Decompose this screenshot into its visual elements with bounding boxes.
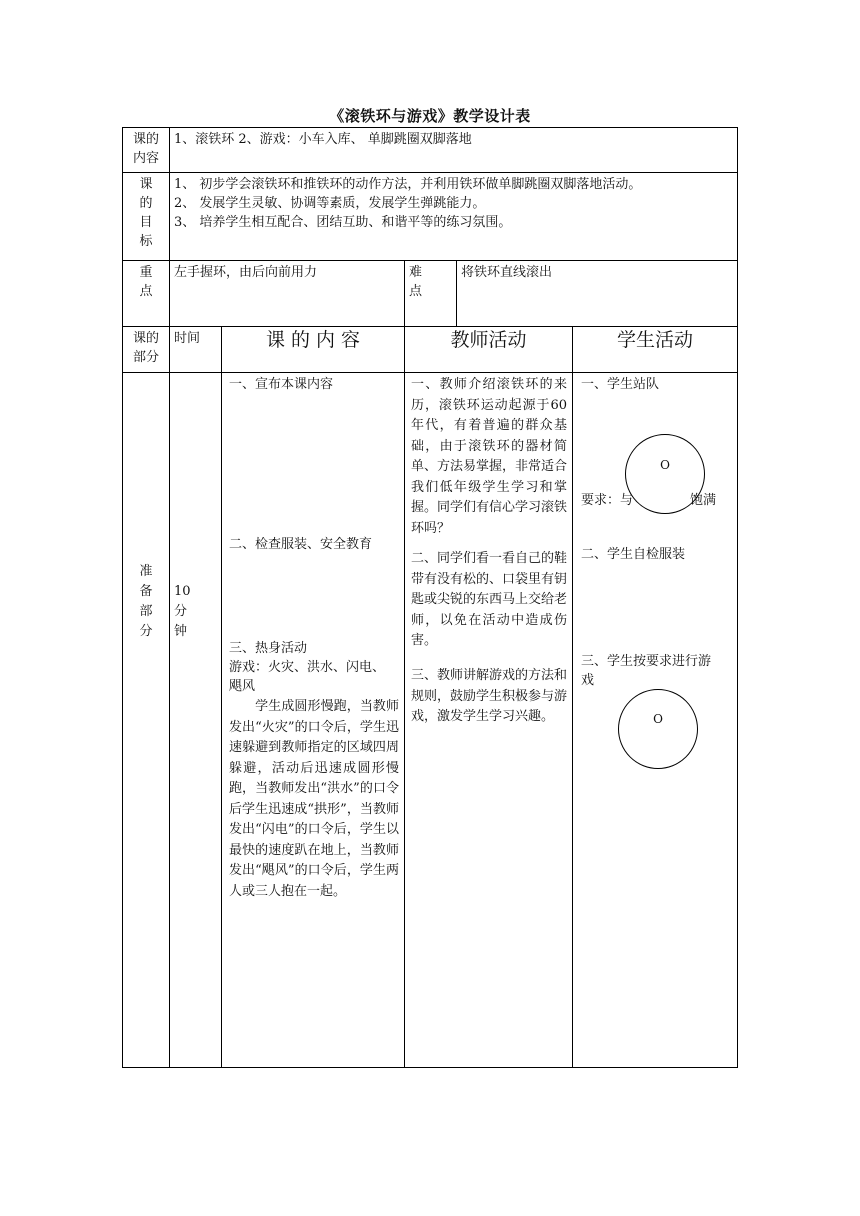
goals-text-cell (169, 172, 738, 261)
header-content-cell: 课 的 内 容 (221, 326, 405, 373)
student-activity-play-game-cont: 戏 (581, 673, 595, 688)
header-part-cell: 课的 部分 (122, 326, 170, 373)
prep-time-cell: 10 分 钟 (169, 372, 222, 1068)
goal-item-3: 3、 培养学生相互配合、团结互助、和谐平等的练习氛围。 (174, 215, 512, 230)
game-circle-diagram (618, 689, 698, 769)
content-item-warmup: 三、热身活动 (229, 641, 308, 656)
student-activity-requirement-right: 饱满 (690, 493, 717, 508)
game-circle-label: O (653, 712, 663, 726)
header-teacher-cell: 教师活动 (404, 326, 573, 373)
header-time-cell: 时间 (169, 326, 222, 373)
teacher-activity-intro: 一、教师介绍滚铁环的来历，滚铁环运动起源于60年代，有着普遍的群众基础，由于滚铁环的器材简单、方法易掌握，非常适合我们低年级学生学习和掌握。同学们有信心学习滚铁环吗？ (411, 377, 568, 536)
student-activity-check-clothes: 二、学生自检服装 (581, 547, 686, 562)
prep-student-cell (572, 372, 738, 1068)
document-title: 《滚铁环与游戏》教学设计表 (329, 107, 531, 125)
goals-label-cell: 课 的 目 标 (122, 172, 170, 261)
prep-content-cell (221, 372, 405, 1068)
student-activity-play-game: 三、学生按要求进行游 (581, 654, 712, 669)
difficult-point-label-cell: 难 点 (404, 260, 457, 327)
prep-part-cell: 准 备 部 分 (122, 372, 170, 1068)
content-item-announce: 一、宣布本课内容 (229, 377, 334, 392)
content-label-cell: 课的 内容 (122, 127, 170, 173)
teacher-activity-game: 三、教师讲解游戏的方法和规则，鼓励学生积极参与游戏，激发学生学习兴趣。 (411, 668, 568, 724)
key-point-label-cell: 重 点 (122, 260, 170, 327)
goal-item-2: 2、 发展学生灵敏、协调等素质，发展学生弹跳能力。 (174, 196, 486, 211)
student-activity-requirement-left: 要求：与 (581, 493, 634, 508)
content-game-description: 学生成圆形慢跑，当教师发出“火灾”的口令后，学生迅速躲避到教师指定的区域四周躲避，活动后迅速成圆形慢跑，当教师发出“洪水”的口令后学生迅速成“拱形”，当教师发出“闪电”的口令后，学生以最快的速度趴在地上，当教师发出“飓风”的口令后，学生两人或三人抱在一起。 (229, 699, 399, 899)
difficult-point-text-cell: 将铁环直线滚出 (456, 260, 738, 327)
teacher-activity-check: 二、同学们看一看自己的鞋带有没有松的、口袋里有钥匙或尖锐的东西马上交给老师，以免在活动中造成伤害。 (411, 551, 568, 648)
student-activity-lineup: 一、学生站队 (581, 377, 660, 392)
prep-teacher-cell (404, 372, 573, 1068)
content-item-game: 游戏：火灾、洪水、闪电、 (229, 660, 386, 675)
goal-item-1: 1、 初步学会滚铁环和推铁环的动作方法，并利用铁环做单脚跳圈双脚落地活动。 (174, 177, 642, 192)
content-item-game-cont: 飓风 (229, 679, 256, 694)
content-item-check-safety: 二、检查服装、安全教育 (229, 537, 373, 552)
formation-circle-label: O (660, 458, 670, 472)
formation-circle-diagram (625, 434, 705, 514)
key-point-text-cell: 左手握环，由后向前用力 (169, 260, 405, 327)
header-student-cell: 学生活动 (572, 326, 738, 373)
content-text-cell: 1、滚铁环 2、游戏：小车入库、 单脚跳圈双脚落地 (169, 127, 738, 173)
